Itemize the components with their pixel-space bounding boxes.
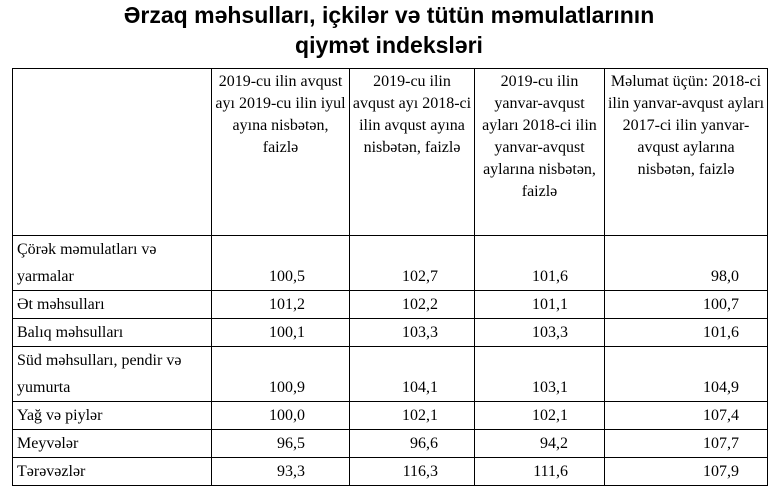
table-row bbox=[13, 319, 768, 347]
table-row bbox=[13, 430, 768, 458]
table-cell: 101,1 bbox=[475, 291, 605, 319]
table-cell: 93,3 bbox=[212, 458, 350, 486]
header-month-vs-prev-month: 2019-cu ilin avqust ayı 2019-cu ilin iyul ayına nisbətən, faizlə bbox=[212, 69, 350, 236]
table-cell: 100,5 bbox=[212, 236, 350, 291]
table-cell: 100,1 bbox=[212, 319, 350, 347]
table-cell: 107,4 bbox=[605, 402, 768, 430]
row-label: Yağ və piylər bbox=[13, 402, 212, 430]
table-row bbox=[13, 402, 768, 430]
table-cell: 98,0 bbox=[605, 236, 768, 291]
table-row bbox=[13, 291, 768, 319]
table-cell: 104,9 bbox=[605, 347, 768, 402]
table-cell: 102,1 bbox=[475, 402, 605, 430]
row-label: Meyvələr bbox=[13, 430, 212, 458]
header-empty-cell bbox=[13, 69, 212, 236]
row-label: Balıq məhsulları bbox=[13, 319, 212, 347]
row-label: Çörək məmulatları və yarmalar bbox=[13, 236, 212, 291]
table-cell: 100,9 bbox=[212, 347, 350, 402]
table-cell: 107,9 bbox=[605, 458, 768, 486]
table-cell: 103,3 bbox=[350, 319, 475, 347]
table-row bbox=[13, 458, 768, 486]
table-cell: 101,6 bbox=[475, 236, 605, 291]
table-header-row bbox=[13, 69, 768, 236]
header-ytd-vs-prev-ytd: 2019-cu ilin yanvar-avqust ayları 2018-ci ilin yanvar-avqust aylarına nisbətən, faizlə bbox=[475, 69, 605, 236]
row-label: Süd məhsulları, pendir və yumurta bbox=[13, 347, 212, 402]
table-cell: 101,2 bbox=[212, 291, 350, 319]
table-row bbox=[13, 347, 768, 402]
table-cell: 104,1 bbox=[350, 347, 475, 402]
table-cell: 102,7 bbox=[350, 236, 475, 291]
table-cell: 111,6 bbox=[475, 458, 605, 486]
table-cell: 100,0 bbox=[212, 402, 350, 430]
table-row bbox=[13, 236, 768, 291]
title-line-2: qiymət indeksləri bbox=[295, 32, 483, 58]
table-cell: 102,1 bbox=[350, 402, 475, 430]
price-index-table bbox=[12, 68, 768, 486]
row-label: Tərəvəzlər bbox=[13, 458, 212, 486]
table-cell: 103,3 bbox=[475, 319, 605, 347]
table-cell: 103,1 bbox=[475, 347, 605, 402]
table-cell: 96,5 bbox=[212, 430, 350, 458]
table-cell: 107,7 bbox=[605, 430, 768, 458]
table-cell: 100,7 bbox=[605, 291, 768, 319]
table-cell: 101,6 bbox=[605, 319, 768, 347]
table-cell: 94,2 bbox=[475, 430, 605, 458]
row-label: Ət məhsulları bbox=[13, 291, 212, 319]
header-month-vs-prev-year: 2019-cu ilin avqust ayı 2018-ci ilin avqust ayına nisbətən, faizlə bbox=[350, 69, 475, 236]
header-reference-2018-vs-2017: Məlumat üçün: 2018-ci ilin yanvar-avqust ayları 2017-ci ilin yanvar-avqust aylarına nisbətən, faizlə bbox=[605, 69, 768, 236]
table-cell: 96,6 bbox=[350, 430, 475, 458]
title-line-1: Ərzaq məhsulları, içkilər və tütün məmulatlarının bbox=[123, 2, 655, 28]
table-cell: 102,2 bbox=[350, 291, 475, 319]
table-cell: 116,3 bbox=[350, 458, 475, 486]
